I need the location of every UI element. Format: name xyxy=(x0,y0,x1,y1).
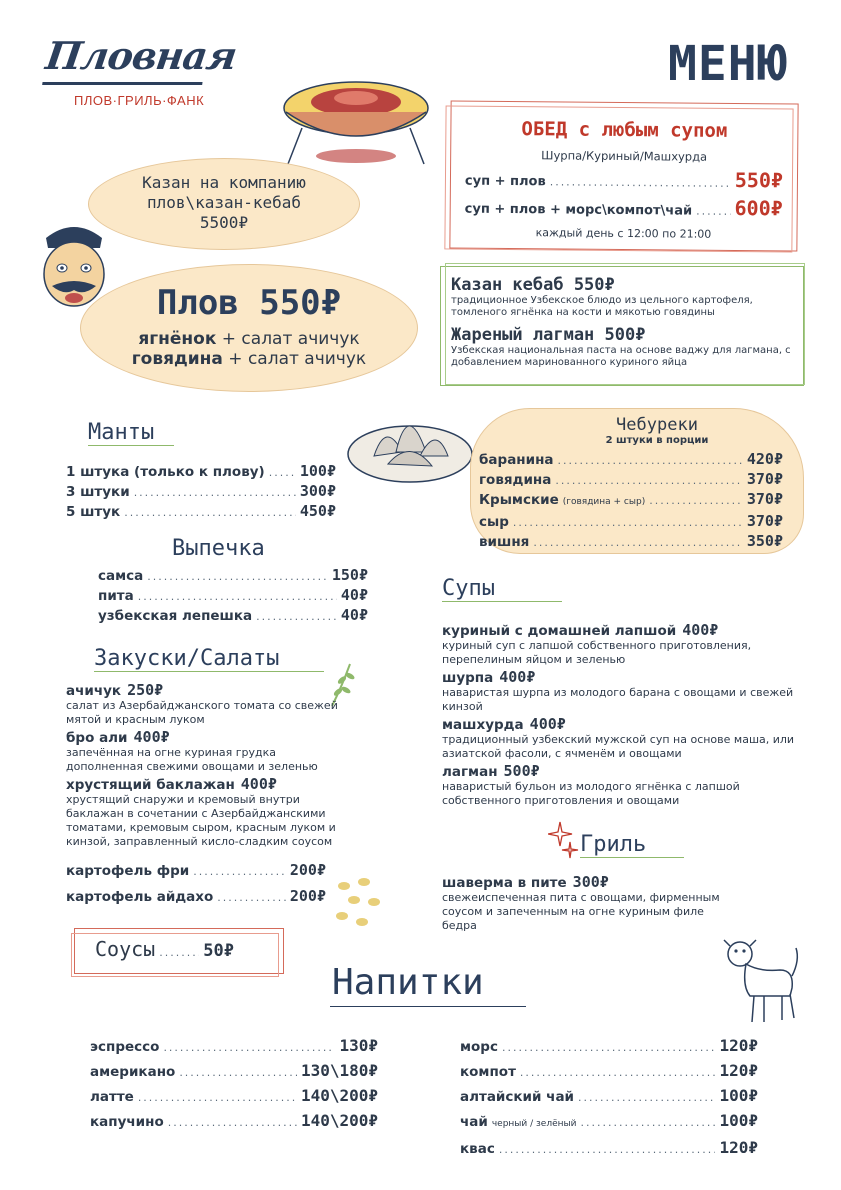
snacks-title: Закуски/Салаты xyxy=(94,646,324,672)
described-item-head xyxy=(442,620,802,639)
item-name: компот xyxy=(460,1064,516,1080)
sauces-box xyxy=(74,928,284,974)
item-price: 300₽ xyxy=(572,873,609,891)
logo-tagline: ПЛОВ·ГРИЛЬ·ФАНК xyxy=(74,93,205,108)
bakery-row xyxy=(98,606,368,626)
item-price: 40₽ xyxy=(340,606,368,624)
described-item xyxy=(442,667,802,714)
item-name: шурпа xyxy=(442,670,494,686)
bakery-row xyxy=(98,566,368,586)
item-price: 120₽ xyxy=(719,1061,758,1080)
manty-row xyxy=(66,502,336,522)
item-price: 200₽ xyxy=(289,887,326,905)
plov-line2-bold: говядина xyxy=(131,349,223,369)
manty-row xyxy=(66,462,336,482)
dots xyxy=(502,1036,715,1059)
dots xyxy=(555,471,743,490)
dots xyxy=(578,1086,715,1109)
dots xyxy=(124,503,296,522)
item-name: шаверма в пите xyxy=(442,875,567,891)
drink-row xyxy=(460,1109,758,1136)
item-name: бро али xyxy=(66,730,128,746)
drink-row xyxy=(460,1084,758,1109)
item-price: 140\200₽ xyxy=(300,1111,378,1130)
item-name: Крымские xyxy=(479,492,559,508)
described-item xyxy=(66,680,366,727)
item-name: машхурда xyxy=(442,717,524,733)
dots xyxy=(649,491,743,510)
described-item-head xyxy=(442,761,802,780)
drink-row xyxy=(460,1034,758,1059)
item-note: черный / зелёный xyxy=(491,1119,577,1129)
drink-row xyxy=(90,1084,378,1109)
item-name: сыр xyxy=(479,514,509,530)
snack-row xyxy=(66,884,326,910)
specials-box xyxy=(440,266,804,386)
manty-list xyxy=(66,462,336,522)
special-description: традиционное Узбекское блюдо из цельного картофеля, томленого ягнёнка на кости и мякотью говядины xyxy=(451,295,753,318)
item-description: куриный суп с лапшой собственного приготовления, перепелиным яйцом и зеленью xyxy=(442,639,752,666)
plov-title: Плов 550₽ xyxy=(156,283,342,323)
item-name: латте xyxy=(90,1089,134,1105)
item-price: 400₽ xyxy=(529,715,566,733)
item-price: 150₽ xyxy=(331,566,368,584)
sauces-title: Соусы xyxy=(95,937,156,961)
bakery-row xyxy=(98,586,368,606)
dots xyxy=(138,587,337,606)
dots xyxy=(520,1061,716,1084)
item-name: картофель фри xyxy=(66,863,190,879)
snacks-rows xyxy=(66,858,326,910)
item-description: наваристый бульон из молодого ягнёнка с лапшой собственного приготовления и овощами xyxy=(442,780,740,807)
dots xyxy=(533,533,743,552)
item-name: 1 штука (только к плову) xyxy=(66,464,265,480)
item-price: 250₽ xyxy=(127,681,164,699)
logo-name: Пловная xyxy=(42,30,210,85)
lunch-note: каждый день с 12:00 по 21:00 xyxy=(535,226,712,241)
chebureki-row xyxy=(479,450,783,470)
lunch-title: ОБЕД с любым супом xyxy=(521,118,728,142)
kazan-illustration-icon xyxy=(272,68,440,168)
chebureki-row xyxy=(479,532,783,552)
special-title: Казан кебаб 550₽ xyxy=(451,275,615,295)
described-item-head xyxy=(66,727,366,746)
item-name: 5 штук xyxy=(66,504,121,520)
described-item xyxy=(442,714,802,761)
item-name: 3 штуки xyxy=(66,484,130,500)
manty-title: Манты xyxy=(88,420,174,446)
dots xyxy=(513,513,743,532)
described-item-head xyxy=(442,667,802,686)
described-item-head xyxy=(66,680,366,699)
item-description: хрустящий снаружи и кремовый внутри баклажан в сочетании с Азербайджанскими томатами, кремовым сыром, красным луком и кинзой, заправленный кисло-сладким соусом xyxy=(66,793,336,848)
chebureki-title: Чебуреки xyxy=(616,415,698,435)
described-item xyxy=(66,727,366,774)
dots xyxy=(134,483,296,502)
item-price: 450₽ xyxy=(299,502,336,520)
item-price: 130₽ xyxy=(339,1036,378,1055)
kazan-company-line1: Казан на компанию xyxy=(142,173,306,192)
item-name: суп + плов + морс\компот\чай xyxy=(464,201,693,219)
dots xyxy=(256,607,337,626)
dots xyxy=(138,1086,297,1109)
item-price: 500₽ xyxy=(503,762,540,780)
item-name: лагман xyxy=(442,764,498,780)
item-name: капучино xyxy=(90,1114,164,1130)
dots xyxy=(168,1111,297,1134)
item-name: самса xyxy=(98,568,144,584)
drinks-title: Напитки xyxy=(332,962,484,1003)
item-price: 350₽ xyxy=(746,532,783,550)
kazan-company-line2: плов\казан-кебаб xyxy=(146,193,302,212)
item-price: 420₽ xyxy=(746,450,783,468)
item-price: 370₽ xyxy=(746,470,783,488)
plov-line1 xyxy=(81,329,417,349)
special-description: Узбекская национальная паста на основе ваджу для лагмана, с добавлением маринованного куриного яйца xyxy=(451,345,791,368)
item-name: квас xyxy=(460,1141,495,1157)
kazan-company-price: 5500₽ xyxy=(199,213,249,232)
drink-row xyxy=(460,1136,758,1161)
grill-title: Гриль xyxy=(580,832,684,858)
drinks-underline xyxy=(330,1006,526,1007)
described-item xyxy=(442,761,802,808)
chebureki-subtitle: 2 штуки в порции xyxy=(605,435,709,446)
item-price: 200₽ xyxy=(289,861,326,879)
item-name: американо xyxy=(90,1064,176,1080)
dots xyxy=(179,1061,297,1084)
item-name: морс xyxy=(460,1039,498,1055)
item-name: чай xyxy=(460,1114,488,1130)
menu-title: МЕНЮ xyxy=(668,36,788,92)
bakery-title: Выпечка xyxy=(172,536,265,561)
plov-line1-bold: ягнёнок xyxy=(138,329,217,349)
described-item-head xyxy=(66,774,366,793)
manty-row xyxy=(66,482,336,502)
plov-line1-rest: + салат ачичук xyxy=(216,329,360,349)
item-name: картофель айдахо xyxy=(66,889,214,905)
described-item-head xyxy=(442,714,802,733)
snack-row xyxy=(66,858,326,884)
item-name: пита xyxy=(98,588,134,604)
lunch-subtitle: Шурпа/Куриный/Машхурда xyxy=(541,148,708,164)
dots xyxy=(269,463,296,482)
special-title: Жареный лагман 500₽ xyxy=(451,325,646,345)
chebureki-row xyxy=(479,490,783,512)
described-item xyxy=(66,774,366,849)
chebureki-list xyxy=(471,446,803,552)
dots xyxy=(217,886,286,910)
item-description: запечённая на огне куриная грудка дополненная свежими овощами и зеленью xyxy=(66,746,318,773)
item-name: суп + плов xyxy=(464,173,546,190)
item-price: 400₽ xyxy=(499,668,536,686)
item-description: традиционный узбекский мужской суп на основе маша, или азиатской фасоли, с ячменём и овощами xyxy=(442,733,795,760)
dots xyxy=(147,567,328,586)
item-price: 130\180₽ xyxy=(300,1061,378,1080)
dots xyxy=(163,1036,335,1059)
chebureki-row xyxy=(479,470,783,490)
item-price: 300₽ xyxy=(299,482,336,500)
item-description: свежеиспеченная пита с овощами, фирменным соусом и запеченным на огне куриным филе бедра xyxy=(442,891,720,932)
drink-row xyxy=(90,1034,378,1059)
item-price: 600₽ xyxy=(734,195,783,221)
drinks-right-list xyxy=(460,1034,758,1161)
drink-row xyxy=(90,1109,378,1134)
dog-illustration-icon xyxy=(720,936,804,1028)
item-description: наваристая шурпа из молодого барана с овощами и свежей кинзой xyxy=(442,686,794,713)
grill-list xyxy=(442,872,742,933)
kazan-company-oval xyxy=(88,158,360,250)
item-name: алтайский чай xyxy=(460,1089,575,1105)
dots xyxy=(558,451,743,470)
described-item xyxy=(442,620,802,667)
item-price: 120₽ xyxy=(719,1138,758,1157)
sparkle-icon xyxy=(548,820,580,860)
item-name: говядина xyxy=(479,472,552,488)
item-name: эспрессо xyxy=(90,1039,160,1055)
snacks-list xyxy=(66,680,366,849)
drink-row xyxy=(460,1059,758,1084)
sauces-price: 50₽ xyxy=(203,941,234,961)
item-price: 400₽ xyxy=(682,621,719,639)
item-price: 370₽ xyxy=(746,490,783,508)
dots xyxy=(580,1111,715,1134)
item-price: 140\200₽ xyxy=(300,1086,378,1105)
item-price: 550₽ xyxy=(734,167,784,193)
plov-oval xyxy=(80,264,418,392)
chebureki-cloud xyxy=(470,408,804,554)
item-price: 370₽ xyxy=(746,512,783,530)
item-name: хрустящий баклажан xyxy=(66,777,235,793)
item-price: 100₽ xyxy=(719,1086,758,1105)
soups-title: Супы xyxy=(442,576,562,602)
item-description: салат из Азербайджанского томата со свежей мятой и красным луком xyxy=(66,699,338,726)
dumplings-illustration-icon xyxy=(344,394,476,490)
item-price: 400₽ xyxy=(240,775,277,793)
item-name: баранина xyxy=(479,452,554,468)
item-price: 400₽ xyxy=(133,728,170,746)
item-name: куриный с домашней лапшой xyxy=(442,623,677,639)
item-note: (говядина + сыр) xyxy=(562,497,646,507)
item-price: 120₽ xyxy=(719,1036,758,1055)
potato-wedges-icon xyxy=(330,872,386,938)
bakery-list xyxy=(98,566,368,626)
lunch-box xyxy=(449,100,798,251)
item-name: узбекская лепешка xyxy=(98,608,253,624)
plov-line2-rest: + салат ачичук xyxy=(222,349,367,369)
soups-list xyxy=(442,620,802,808)
item-name: ачичук xyxy=(66,683,122,699)
plov-line2 xyxy=(81,349,417,369)
described-item-head xyxy=(442,872,742,891)
drinks-left-list xyxy=(90,1034,378,1134)
logo xyxy=(43,30,240,108)
dots xyxy=(499,1138,716,1161)
item-price: 40₽ xyxy=(340,586,368,604)
described-item xyxy=(442,872,742,933)
item-price: 100₽ xyxy=(719,1111,758,1130)
dots xyxy=(193,860,286,884)
drink-row xyxy=(90,1059,378,1084)
specials-list xyxy=(441,267,803,383)
item-name: вишня xyxy=(479,534,530,550)
item-price: 100₽ xyxy=(299,462,336,480)
chebureki-row xyxy=(479,512,783,532)
